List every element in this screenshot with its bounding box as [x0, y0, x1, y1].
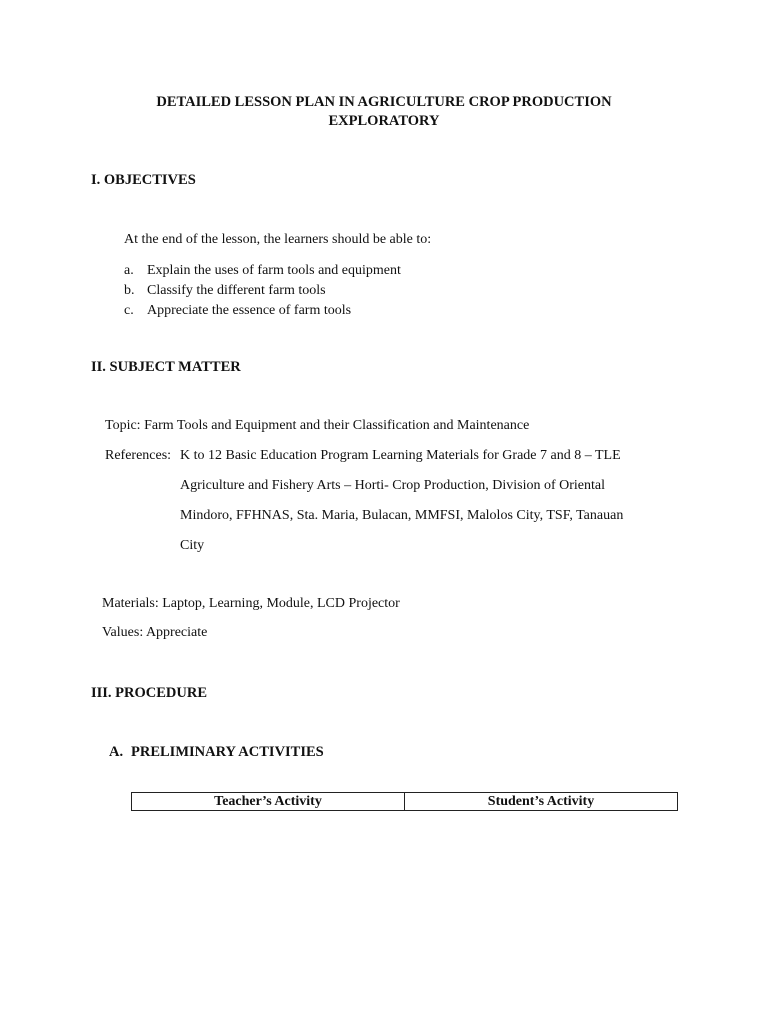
objective-text: Explain the uses of farm tools and equipment [147, 263, 401, 278]
objective-item-a [124, 261, 401, 281]
document-title-line-1: DETAILED LESSON PLAN IN AGRICULTURE CROP PRODUCTION [156, 94, 612, 110]
activity-table [131, 792, 678, 811]
materials-line: Materials: Laptop, Learning, Module, LCD Projector [102, 596, 400, 611]
objectives-intro: At the end of the lesson, the learners should be able to: [124, 232, 432, 247]
objectives-heading: I. OBJECTIVES [91, 172, 196, 188]
teacher-activity-header: Teacher’s Activity [132, 793, 405, 811]
objective-item-b [124, 281, 401, 301]
table-header-row [132, 793, 678, 811]
subject-matter-heading: II. SUBJECT MATTER [91, 359, 241, 375]
objective-text: Classify the different farm tools [147, 283, 326, 298]
references-line-4: City [180, 538, 205, 553]
objective-text: Appreciate the essence of farm tools [147, 303, 352, 318]
objective-item-c [124, 301, 401, 321]
references-line-2: Agriculture and Fishery Arts – Horti- Crop Production, Division of Oriental [180, 478, 605, 493]
objective-letter: c. [124, 303, 134, 318]
preliminary-letter: A. [109, 744, 124, 760]
topic-line: Topic: Farm Tools and Equipment and their Classification and Maintenance [105, 418, 530, 433]
student-activity-header: Student’s Activity [405, 793, 678, 811]
objectives-list [124, 261, 401, 321]
procedure-heading: III. PROCEDURE [91, 685, 208, 701]
objective-letter: a. [124, 263, 134, 278]
preliminary-activities-heading [109, 744, 324, 761]
preliminary-title: PRELIMINARY ACTIVITIES [131, 744, 324, 760]
document-title-line-2: EXPLORATORY [328, 113, 440, 129]
values-line: Values: Appreciate [102, 625, 208, 640]
references-line-3: Mindoro, FFHNAS, Sta. Maria, Bulacan, MMFSI, Malolos City, TSF, Tanauan [180, 508, 624, 523]
objective-letter: b. [124, 283, 135, 298]
references-line-1: K to 12 Basic Education Program Learning Materials for Grade 7 and 8 – TLE [180, 448, 621, 463]
references-label: References: [105, 448, 172, 463]
